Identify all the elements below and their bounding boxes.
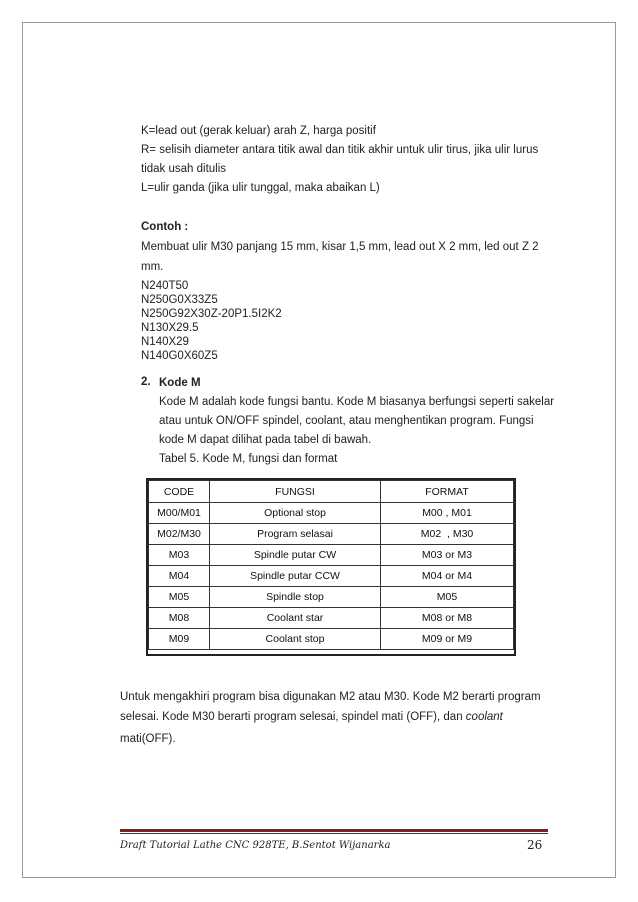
page-number: 26 xyxy=(527,838,543,852)
code-line: N140G0X60Z5 xyxy=(141,350,218,362)
table-cell: M08 xyxy=(149,608,210,629)
table-cell: M04 xyxy=(149,566,210,587)
closing-line-3: mati(OFF). xyxy=(120,733,176,745)
section-title: Kode M xyxy=(159,377,201,389)
k-line: K=lead out (gerak keluar) arah Z, harga positif xyxy=(141,125,376,137)
table-cell: M05 xyxy=(149,587,210,608)
table-header-cell: FUNGSI xyxy=(210,481,381,503)
table-header-cell: FORMAT xyxy=(381,481,514,503)
table-cell: M00/M01 xyxy=(149,503,210,524)
m-code-table xyxy=(148,480,514,650)
table-cell: Spindle stop xyxy=(210,587,381,608)
table-row xyxy=(149,566,514,587)
table-cell: M02 , M30 xyxy=(381,524,514,545)
footer-text: Draft Tutorial Lathe CNC 928TE, B.Sentot Wijanarka xyxy=(120,840,391,851)
table-cell: Spindle putar CW xyxy=(210,545,381,566)
table-cell: Spindle putar CCW xyxy=(210,566,381,587)
table-row xyxy=(149,503,514,524)
r-line-2: tidak usah ditulis xyxy=(141,163,227,175)
table-cell: M03 or M3 xyxy=(381,545,514,566)
table-row xyxy=(149,608,514,629)
table-row xyxy=(149,587,514,608)
code-line: N240T50 xyxy=(141,280,189,292)
table-cell: M04 or M4 xyxy=(381,566,514,587)
table-header-row xyxy=(149,481,514,503)
contoh-heading: Contoh : xyxy=(141,221,189,233)
table-caption: Tabel 5. Kode M, fungsi dan format xyxy=(159,453,338,465)
footer-rule-thin xyxy=(120,833,548,834)
table-cell: Program selasai xyxy=(210,524,381,545)
table-cell: M03 xyxy=(149,545,210,566)
closing-line-1: Untuk mengakhiri program bisa digunakan M2 atau M30. Kode M2 berarti program xyxy=(120,691,541,703)
table-cell: Coolant star xyxy=(210,608,381,629)
code-line: N130X29.5 xyxy=(141,322,199,334)
table-header-cell: CODE xyxy=(149,481,210,503)
r-line-1: R= selisih diameter antara titik awal dan titik akhir untuk ulir tirus, jika ulir lurus xyxy=(141,144,539,156)
code-line: N250G0X33Z5 xyxy=(141,294,218,306)
table-cell: M09 or M9 xyxy=(381,629,514,650)
contoh-line-2: mm. xyxy=(141,261,164,273)
closing-line-2-text: selesai. Kode M30 berarti program selesai, spindel mati (OFF), dan xyxy=(120,711,463,723)
contoh-line-1: Membuat ulir M30 panjang 15 mm, kisar 1,5 mm, lead out X 2 mm, led out Z 2 xyxy=(141,241,539,253)
table-cell: Optional stop xyxy=(210,503,381,524)
section-body-line-3: kode M dapat dilihat pada tabel di bawah. xyxy=(159,434,372,446)
table-row xyxy=(149,545,514,566)
table-row xyxy=(149,629,514,650)
closing-coolant-italic: coolant xyxy=(465,711,503,723)
table-row xyxy=(149,524,514,545)
table-cell: M05 xyxy=(381,587,514,608)
section-body-line-1: Kode M adalah kode fungsi bantu. Kode M biasanya berfungsi seperti sakelar xyxy=(159,396,555,408)
code-line: N140X29 xyxy=(141,336,189,348)
table-cell: M09 xyxy=(149,629,210,650)
table-cell: Coolant stop xyxy=(210,629,381,650)
table-cell: M08 or M8 xyxy=(381,608,514,629)
footer-rule-thick xyxy=(120,829,548,832)
table-cell: M00 , M01 xyxy=(381,503,514,524)
closing-line-2 xyxy=(120,710,503,724)
section-body-line-2: atau untuk ON/OFF spindel, coolant, atau menghentikan program. Fungsi xyxy=(159,415,534,427)
table-cell: M02/M30 xyxy=(149,524,210,545)
code-line: N250G92X30Z-20P1.5I2K2 xyxy=(141,308,282,320)
l-line: L=ulir ganda (jika ulir tunggal, maka abaikan L) xyxy=(141,182,380,194)
section-number: 2. xyxy=(141,376,151,388)
